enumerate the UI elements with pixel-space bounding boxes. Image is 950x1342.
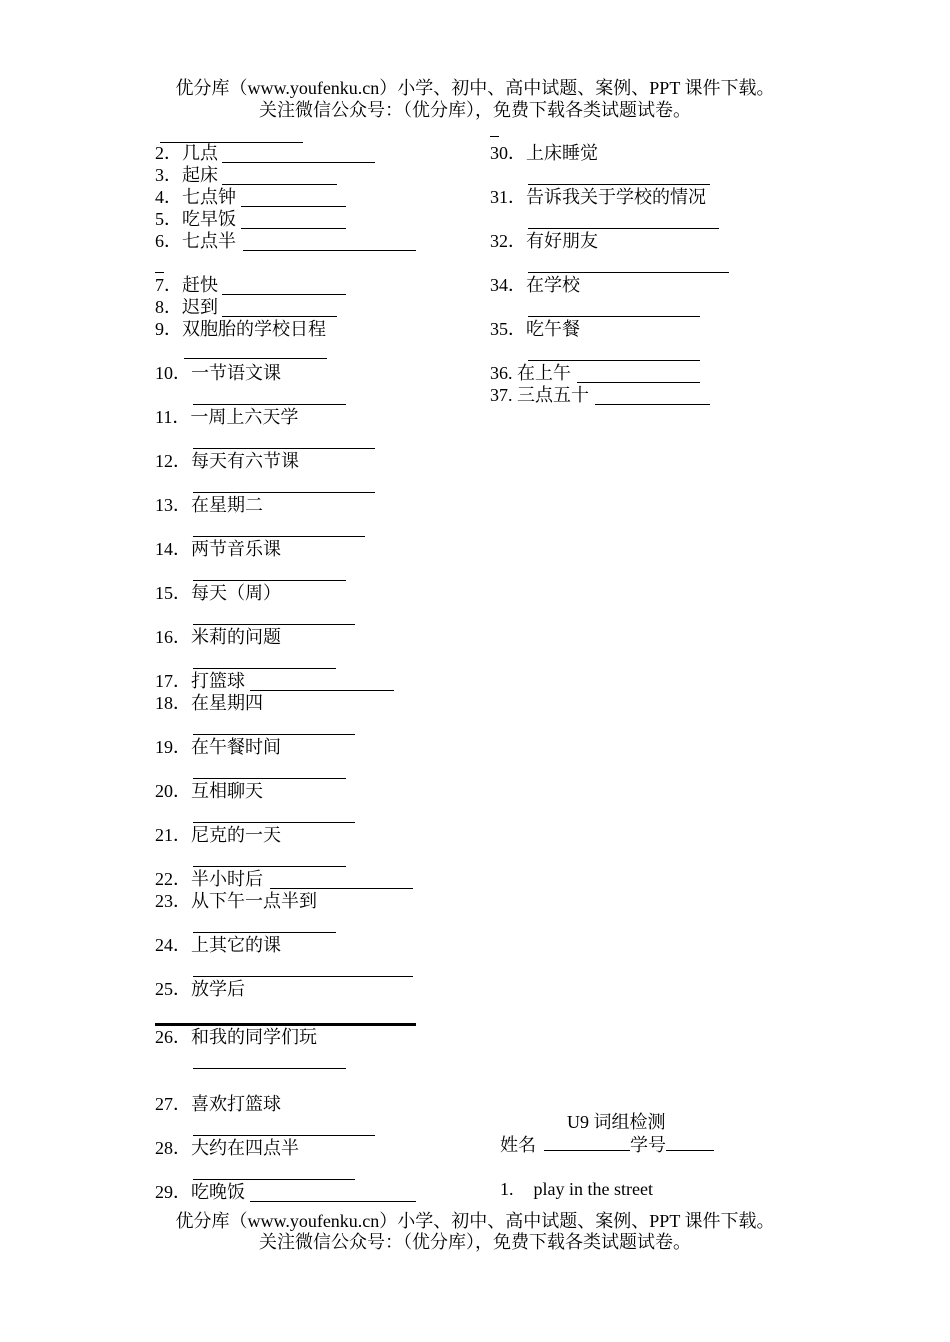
header-line-1: 优分库（www.youfenku.cn）小学、初中、高中试题、案例、PPT 课件下载。 xyxy=(175,78,775,98)
header-line-2: 关注微信公众号：（优分库），免费下载各类试题试卷。 xyxy=(259,100,691,120)
answer-line-8 xyxy=(222,316,337,317)
answer-line-13 xyxy=(193,536,365,537)
list-item-36: 36. 在上午 xyxy=(490,363,571,383)
answer-line-23 xyxy=(193,932,336,933)
list-item-23: 23．从下午一点半到 xyxy=(155,891,317,911)
list-item-35: 35．吃午餐 xyxy=(490,319,580,339)
list-item-15: 15．每天（周） xyxy=(155,583,281,603)
list-item-6: 6．七点半 xyxy=(155,231,236,251)
list-item-21: 21．尼克的一天 xyxy=(155,825,281,845)
number-field xyxy=(666,1133,714,1151)
list-item-32: 32．有好朋友 xyxy=(490,231,598,251)
answer-line-20 xyxy=(193,822,355,823)
list-item-31: 31．告诉我关于学校的情况 xyxy=(490,187,706,207)
list-item-34: 34．在学校 xyxy=(490,275,580,295)
answer-line-24 xyxy=(193,976,413,977)
list-item-25: 25．放学后 xyxy=(155,979,245,999)
list-item-7: 7．赶快 xyxy=(155,275,218,295)
answer-line-10 xyxy=(193,404,346,405)
answer-line-12 xyxy=(193,492,375,493)
answer-line-17 xyxy=(250,690,394,691)
list-item-9: 9．双胞胎的学校日程 xyxy=(155,319,326,339)
list-item-12: 12．每天有六节课 xyxy=(155,451,299,471)
list-item-17: 17．打篮球 xyxy=(155,671,245,691)
list-item-24: 24．上其它的课 xyxy=(155,935,281,955)
list-item-20: 20．互相聊天 xyxy=(155,781,263,801)
name-field xyxy=(544,1133,630,1151)
answer-line-29 xyxy=(250,1201,416,1202)
list-item-26: 26．和我的同学们玩 xyxy=(155,1027,317,1047)
test-item-1: 1. play in the street xyxy=(500,1179,653,1199)
answer-line-16 xyxy=(193,668,336,669)
answer-line-27 xyxy=(193,1135,375,1136)
list-item-18: 18．在星期四 xyxy=(155,693,263,713)
answer-line-11 xyxy=(193,448,375,449)
name-label: 姓名 xyxy=(500,1135,536,1155)
answer-line-26 xyxy=(193,1068,346,1069)
test-title: U9 词组检测 xyxy=(567,1112,666,1132)
answer-line-32 xyxy=(528,272,729,273)
answer-line-9 xyxy=(184,358,327,359)
answer-line-19 xyxy=(193,778,346,779)
answer-line-31 xyxy=(528,228,719,229)
answer-line-3 xyxy=(222,184,337,185)
list-item-4: 4．七点钟 xyxy=(155,187,236,207)
list-item-27: 27．喜欢打篮球 xyxy=(155,1094,281,1114)
answer-line-6 xyxy=(243,250,416,251)
answer-line-35 xyxy=(528,360,700,361)
answer-line-18 xyxy=(193,734,355,735)
footer-line-1: 优分库（www.youfenku.cn）小学、初中、高中试题、案例、PPT 课件下载。 xyxy=(175,1211,775,1231)
answer-line-28 xyxy=(193,1179,355,1180)
test-name-row xyxy=(500,1133,714,1156)
answer-line-36 xyxy=(577,382,700,383)
list-item-10: 10．一节语文课 xyxy=(155,363,281,383)
answer-line-6-stub xyxy=(155,272,164,273)
list-item-37: 37. 三点五十 xyxy=(490,385,589,405)
list-item-29: 29．吃晚饭 xyxy=(155,1182,245,1202)
list-item-11: 11．一周上六天学 xyxy=(155,407,299,427)
answer-line-21 xyxy=(193,866,346,867)
list-item-13: 13．在星期二 xyxy=(155,495,263,515)
list-item-28: 28．大约在四点半 xyxy=(155,1138,299,1158)
answer-line-2 xyxy=(222,162,375,163)
answer-line-37 xyxy=(595,404,710,405)
answer-line-34 xyxy=(528,316,700,317)
footer-line-2: 关注微信公众号：（优分库），免费下载各类试题试卷。 xyxy=(259,1232,691,1252)
answer-line-14 xyxy=(193,580,346,581)
list-item-14: 14．两节音乐课 xyxy=(155,539,281,559)
answer-line-7 xyxy=(222,294,346,295)
answer-line-22 xyxy=(270,888,413,889)
list-item-16: 16．米莉的问题 xyxy=(155,627,281,647)
list-item-22: 22．半小时后 xyxy=(155,869,263,889)
answer-line-29-stub xyxy=(490,136,499,137)
list-item-19: 19．在午餐时间 xyxy=(155,737,281,757)
answer-line-5 xyxy=(241,228,346,229)
answer-line-15 xyxy=(193,624,355,625)
answer-line-4 xyxy=(241,206,346,207)
answer-line-30 xyxy=(528,184,710,185)
list-item-2: 2．几点 xyxy=(155,143,218,163)
list-item-8: 8．迟到 xyxy=(155,297,218,317)
list-item-5: 5．吃早饭 xyxy=(155,209,236,229)
number-label: 学号 xyxy=(630,1135,666,1155)
list-item-3: 3．起床 xyxy=(155,165,218,185)
list-item-30: 30．上床睡觉 xyxy=(490,143,598,163)
